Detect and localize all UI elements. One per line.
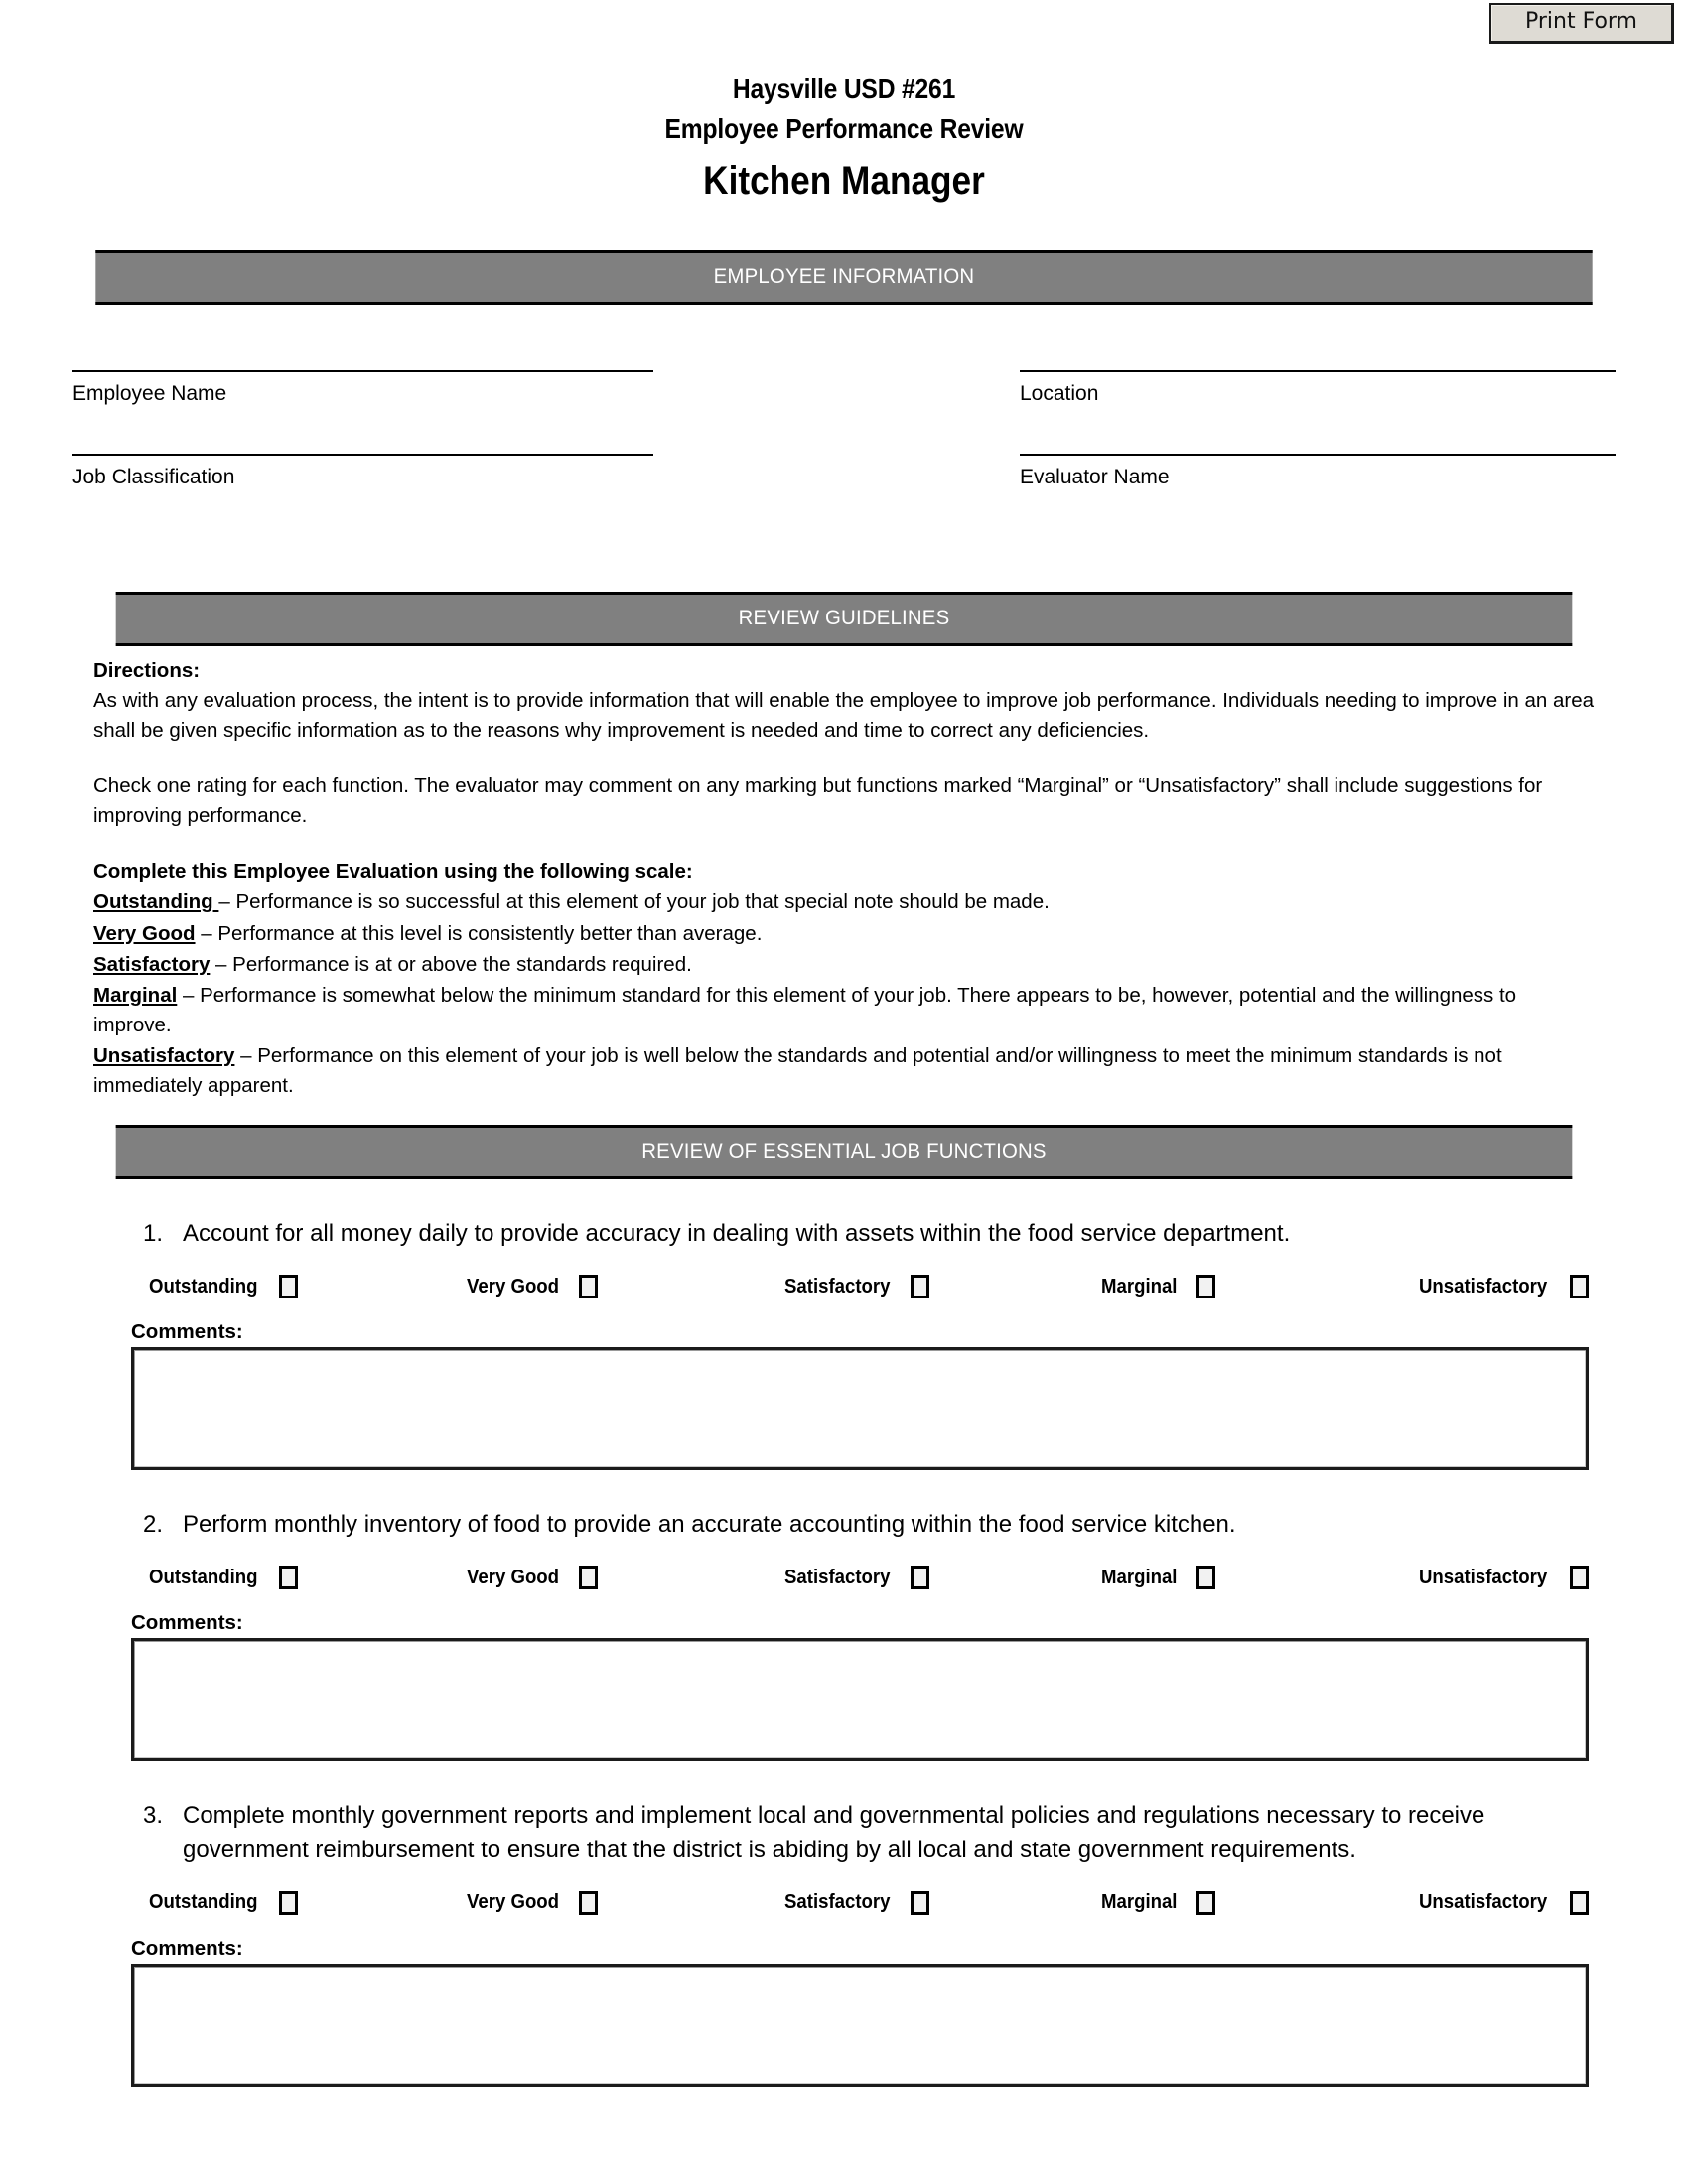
checkbox-very-good[interactable] — [579, 1275, 598, 1298]
scale-definition-marginal: – Performance is somewhat below the minimum standard for this element of your job. There appears to be, however, potential and the willingness to improve. — [93, 983, 1517, 1036]
job-function-3-number: 3. — [143, 1802, 164, 1830]
job-function-2-number: 2. — [143, 1511, 164, 1539]
job-function-2-comments-label: Comments: — [131, 1611, 243, 1635]
job-function-3-rating-row — [93, 1867, 1595, 1915]
scale-term-unsatisfactory: Unsatisfactory — [93, 1044, 235, 1068]
scale-item-very-good — [93, 919, 1595, 949]
rating-label-outstanding: Outstanding — [149, 1566, 258, 1588]
rating-label-unsatisfactory: Unsatisfactory — [1419, 1891, 1548, 1914]
evaluator-name-label: Evaluator Name — [1020, 466, 1170, 489]
scale-term-very-good: Very Good — [93, 921, 196, 945]
print-form-toolbar — [1489, 3, 1674, 44]
job-function-1-comments-label: Comments: — [131, 1320, 243, 1344]
section-header-review-guidelines: REVIEW GUIDELINES — [116, 592, 1573, 646]
checkbox-satisfactory[interactable] — [911, 1566, 929, 1589]
checkbox-unsatisfactory[interactable] — [1570, 1566, 1589, 1589]
job-function-item — [93, 1761, 1595, 2086]
district-name: Haysville USD #261 — [732, 73, 956, 104]
job-function-item — [93, 1179, 1595, 1470]
job-function-2-rating-row — [93, 1542, 1595, 1589]
rating-label-satisfactory: Satisfactory — [783, 1891, 891, 1914]
field-employee-name — [72, 370, 668, 406]
position-title: Kitchen Manager — [703, 158, 985, 203]
scale-item-satisfactory — [93, 950, 1595, 980]
scale-definition-very-good: – Performance at this level is consistently better than average. — [195, 921, 763, 945]
checkbox-very-good[interactable] — [579, 1566, 598, 1589]
employee-info-left-column — [72, 370, 668, 537]
rating-label-very-good: Very Good — [466, 1566, 559, 1588]
field-location — [1020, 370, 1616, 406]
scale-definition-satisfactory: – Performance is at or above the standards required. — [210, 952, 692, 976]
directions-paragraph-2: Check one rating for each function. The evaluator may comment on any marking but functions marked “Marginal” or “Unsatisfactory” shall include suggestions for improving performance. — [93, 774, 1543, 828]
rating-option-marginal[interactable] — [1101, 1891, 1419, 1915]
rating-option-outstanding[interactable] — [149, 1891, 467, 1915]
rating-label-marginal: Marginal — [1101, 1566, 1178, 1588]
directions-paragraph-1: As with any evaluation process, the intent is to provide information that will enable the employee to improve job performance. Individuals needing to improve in an area shall be given specific information as to the reasons why improvement is needed and time to correct any deficiencies. — [93, 688, 1595, 742]
job-function-2-text-row — [93, 1508, 1595, 1542]
location-label: Location — [1020, 382, 1099, 406]
job-function-2-comments-box[interactable] — [131, 1638, 1589, 1761]
scale-term-outstanding: Outstanding — [93, 890, 219, 914]
rating-option-marginal[interactable] — [1101, 1275, 1419, 1298]
section-header-employee-information: EMPLOYEE INFORMATION — [95, 250, 1592, 305]
checkbox-outstanding[interactable] — [279, 1891, 298, 1915]
scale-term-satisfactory: Satisfactory — [93, 952, 211, 976]
rating-option-unsatisfactory[interactable] — [1419, 1891, 1589, 1915]
job-functions-list — [93, 1179, 1595, 2086]
rating-label-very-good: Very Good — [466, 1891, 559, 1914]
rating-option-satisfactory[interactable] — [784, 1566, 1102, 1589]
job-function-1-rating-row — [93, 1251, 1595, 1298]
checkbox-very-good[interactable] — [579, 1891, 598, 1915]
rating-label-very-good: Very Good — [466, 1275, 559, 1297]
scale-term-marginal: Marginal — [93, 983, 178, 1007]
rating-label-satisfactory: Satisfactory — [783, 1566, 891, 1588]
rating-option-marginal[interactable] — [1101, 1566, 1419, 1589]
rating-label-satisfactory: Satisfactory — [783, 1275, 891, 1297]
rating-label-outstanding: Outstanding — [149, 1275, 258, 1297]
rating-label-outstanding: Outstanding — [149, 1891, 258, 1914]
rating-label-marginal: Marginal — [1101, 1275, 1178, 1297]
rating-option-satisfactory[interactable] — [784, 1891, 1102, 1915]
scale-item-unsatisfactory — [93, 1041, 1595, 1101]
job-function-1-number: 1. — [143, 1220, 164, 1248]
rating-option-very-good[interactable] — [467, 1275, 784, 1298]
job-function-item — [93, 1470, 1595, 1761]
rating-option-very-good[interactable] — [467, 1566, 784, 1589]
scale-spacer — [93, 831, 1595, 857]
employee-info-right-column — [1020, 370, 1616, 537]
rating-label-marginal: Marginal — [1101, 1891, 1178, 1914]
section-header-review-of-essential-job-functions: REVIEW OF ESSENTIAL JOB FUNCTIONS — [116, 1125, 1573, 1179]
directions-heading: Directions: — [93, 658, 201, 682]
rating-option-unsatisfactory[interactable] — [1419, 1566, 1589, 1589]
job-function-3-comments-box[interactable] — [131, 1964, 1589, 2087]
scale-definition-unsatisfactory: – Performance on this element of your job is well below the standards and potential and/or willingness to meet the minimum standards is not immediately apparent. — [93, 1044, 1502, 1098]
rating-label-unsatisfactory: Unsatisfactory — [1419, 1275, 1548, 1297]
checkbox-unsatisfactory[interactable] — [1570, 1891, 1589, 1915]
employee-name-label: Employee Name — [72, 382, 227, 406]
rating-label-unsatisfactory: Unsatisfactory — [1419, 1566, 1548, 1588]
job-function-3-text: Complete monthly government reports and implement local and governmental policies and regulations necessary to receive government reimbursement to ensure that the district is abiding by all local and state government requirements. — [183, 1802, 1485, 1863]
job-function-1-text-row — [93, 1217, 1595, 1251]
field-job-classification — [72, 454, 668, 489]
job-function-3-comments-label: Comments: — [131, 1936, 243, 1960]
checkbox-outstanding[interactable] — [279, 1566, 298, 1589]
print-form-button[interactable]: Print Form — [1489, 3, 1674, 44]
checkbox-satisfactory[interactable] — [911, 1275, 929, 1298]
job-function-3-text-row — [93, 1799, 1595, 1866]
form-header — [0, 0, 1688, 208]
paragraph-spacer — [93, 746, 1595, 771]
checkbox-marginal[interactable] — [1196, 1275, 1215, 1298]
scale-heading: Complete this Employee Evaluation using the following scale: — [93, 860, 693, 884]
review-guidelines-body — [93, 646, 1595, 1102]
field-evaluator-name — [1020, 454, 1616, 489]
rating-option-outstanding[interactable] — [149, 1275, 467, 1298]
job-function-1-text: Account for all money daily to provide accuracy in dealing with assets within the food service department. — [183, 1220, 1291, 1248]
rating-option-satisfactory[interactable] — [784, 1275, 1102, 1298]
employee-information-fields — [72, 305, 1616, 537]
form-subtitle: Employee Performance Review — [664, 112, 1024, 144]
job-function-1-comments-box[interactable] — [131, 1347, 1589, 1470]
rating-option-outstanding[interactable] — [149, 1566, 467, 1589]
rating-option-unsatisfactory[interactable] — [1419, 1275, 1589, 1298]
scale-item-marginal — [93, 981, 1595, 1040]
checkbox-marginal[interactable] — [1196, 1891, 1215, 1915]
checkbox-outstanding[interactable] — [279, 1275, 298, 1298]
rating-option-very-good[interactable] — [467, 1891, 784, 1915]
scale-definition-outstanding: – Performance is so successful at this element of your job that special note should be made. — [218, 890, 1050, 914]
checkbox-marginal[interactable] — [1196, 1566, 1215, 1589]
checkbox-satisfactory[interactable] — [911, 1891, 929, 1915]
scale-item-outstanding — [93, 887, 1595, 917]
job-function-2-text: Perform monthly inventory of food to provide an accurate accounting within the food service kitchen. — [183, 1511, 1236, 1539]
job-classification-label: Job Classification — [72, 466, 235, 489]
checkbox-unsatisfactory[interactable] — [1570, 1275, 1589, 1298]
